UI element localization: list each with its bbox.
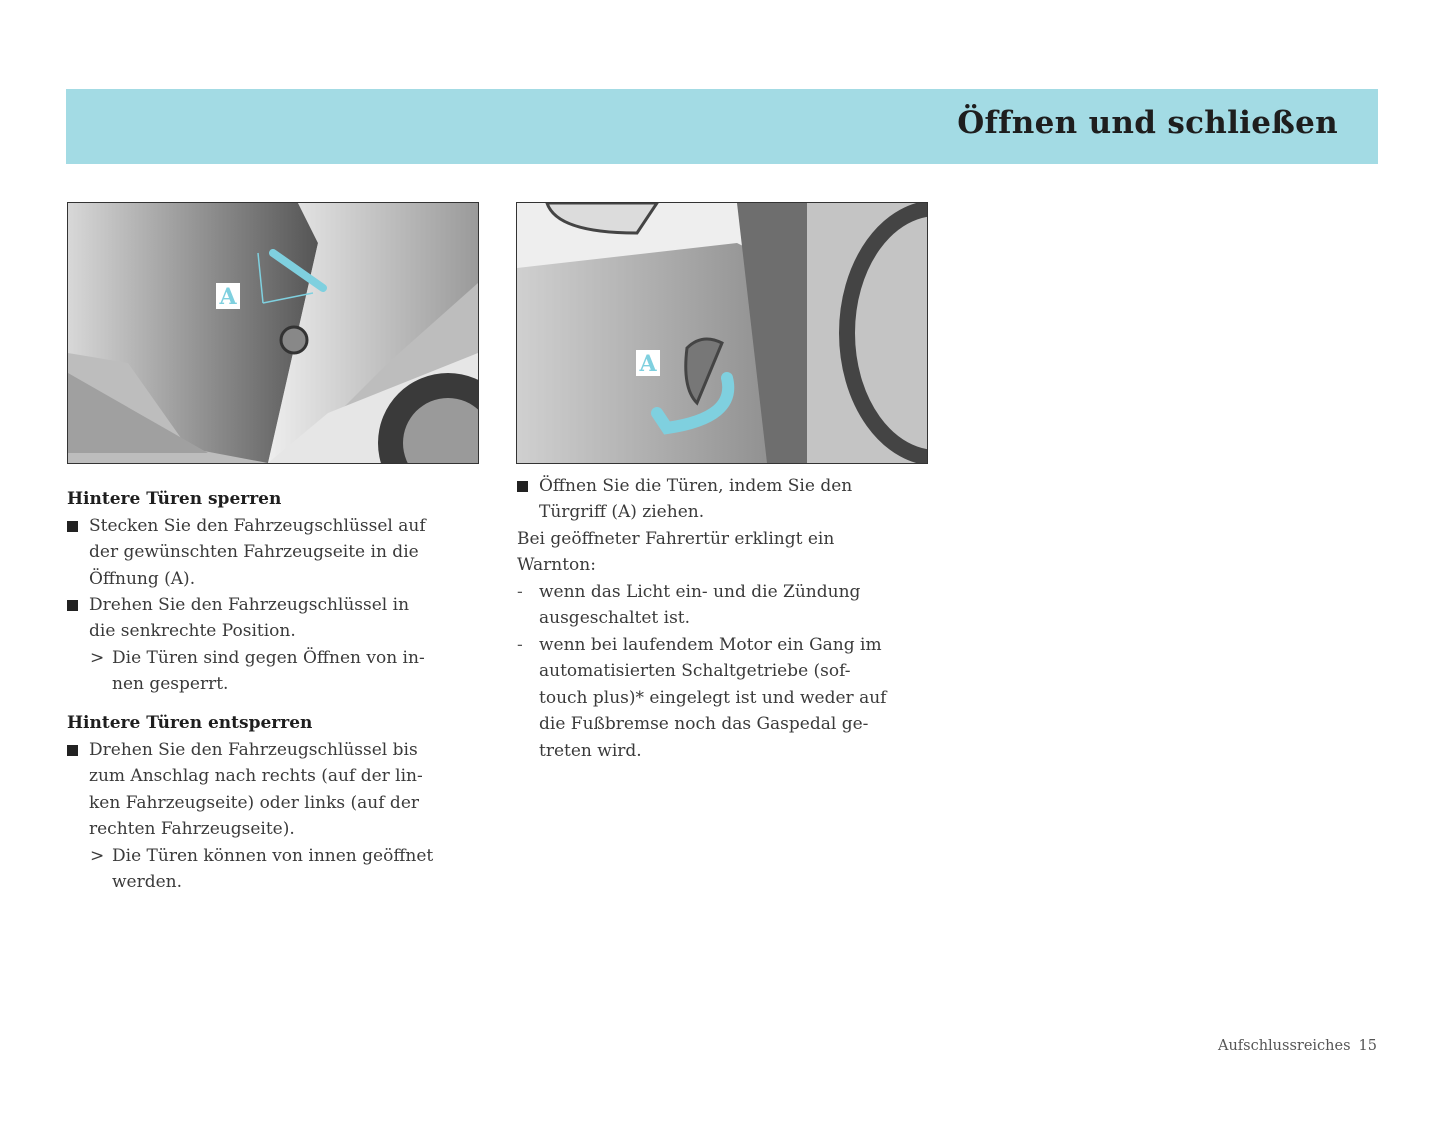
bullet-text: Drehen Sie den Fahrzeugschlüssel in die senkrechte Position. [89, 595, 410, 642]
section-heading-unlock: Hintere Türen entsperren [67, 713, 313, 733]
result-text: Die Türen sind gegen Öffnen von in- nen gesperrt. [112, 648, 425, 695]
bullet-item [67, 592, 409, 645]
bullet-item [517, 473, 852, 526]
result-text: Die Türen können von innen geöffnet werden. [112, 846, 434, 893]
page-footer [1218, 1038, 1377, 1054]
figure-rear-door-lock [67, 202, 479, 464]
bullet-square-icon [517, 481, 528, 492]
figure-door-handle [516, 202, 928, 464]
dash-item [517, 632, 886, 764]
bullet-text: Öffnen Sie die Türen, indem Sie den Türgriff (A) ziehen. [539, 476, 853, 523]
figure-label-a: A [219, 284, 237, 310]
dash-marker: - [517, 582, 523, 602]
dash-marker: - [517, 635, 523, 655]
bullet-square-icon [67, 600, 78, 611]
warning-paragraph [517, 526, 834, 579]
dash-text: wenn das Licht ein- und die Zündung ausgeschaltet ist. [539, 582, 861, 629]
warning-text: Bei geöffneter Fahrertür erklingt ein Warnton: [517, 529, 835, 576]
figure-label-a: A [639, 351, 657, 377]
bullet-text: Drehen Sie den Fahrzeugschlüssel bis zum Anschlag nach rechts (auf der lin- ken Fahrzeugseite) oder links (auf der rechten Fahrzeugseite). [89, 740, 423, 840]
result-marker-icon: > [90, 846, 105, 866]
result-item [90, 843, 433, 896]
bullet-item [67, 513, 426, 592]
bullet-item [67, 737, 423, 843]
bullet-text: Stecken Sie den Fahrzeugschlüssel auf der gewünschten Fahrzeugseite in die Öffnung (A). [89, 516, 426, 589]
dash-text: wenn bei laufendem Motor ein Gang im automatisierten Schaltgetriebe (sof- touch plus)* eingelegt ist und weder auf die Fußbremse noch das Gaspedal ge- treten wird. [539, 635, 887, 761]
bullet-square-icon [67, 745, 78, 756]
dash-item [517, 579, 860, 632]
section-heading-lock: Hintere Türen sperren [67, 489, 282, 509]
result-item [90, 645, 425, 698]
page-number: 15 [1358, 1038, 1377, 1054]
footer-section: Aufschlussreiches [1217, 1038, 1351, 1054]
header-band [66, 89, 1378, 164]
page-title: Öffnen und schließen [957, 105, 1338, 141]
result-marker-icon: > [90, 648, 105, 668]
bullet-square-icon [67, 521, 78, 532]
